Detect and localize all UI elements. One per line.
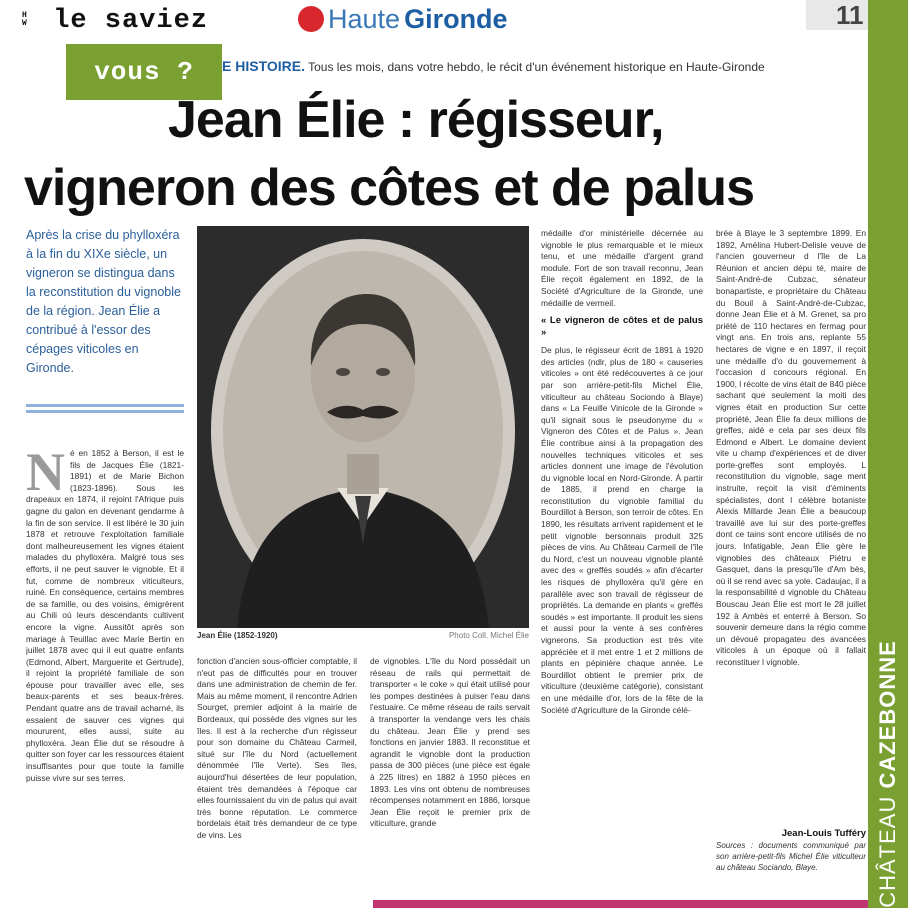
series-label-text: le saviez — [53, 6, 209, 36]
portrait-image — [197, 226, 529, 628]
divider — [26, 404, 184, 407]
column-4-text-b: De plus, le régisseur écrit de 1891 à 1920 des articles (ndlr, plus de 180 « causeries viticoles » ont été redécouvertes à ce jour par son arrière-petit-fils Michel Élie, viticulteur au château Sociondo à Blaye) dans « La Feuille Vinicole de la Gironde » qu'il signait sous le pseudonyme du « Vigneron des Côtes et de Palus ». Jean Élie contribue ainsi à la propagation des nouvelles techniques viticoles et ses articles donnent une image de l'évolution du vignoble local en Nord-Gironde. À partir de 1885, il prend en charge la reconstitution du vignoble familial du Bourdillot à Berson, son terroir de côtes. En 1890, les résultats arrivent rapidement et le petit vignoble bersonnais produit 325 pièces de vins. Au Château Carmeil de l'île du Nord, c'est un nouveau vignoble planté avec des « greffés soudés » afin d'écarter les risques de phylloxéra qu'il gère en parallèle avec son travail de régisseur de propriétés. La demande en plants « greffés soudés » est importante. Il produit les siens et aussi pour la vente à ses confrères vignerons. Sa production est très vite appréciée et il met entre 1 et 2 millions de plants en pépinière chaque année. Le Bourdillot obtient le premier prix de viticulture (deuxième catégorie), consistant en une médaille d'or, lors de la fête de la Société d'Agriculture de la Gironde célé- — [541, 345, 703, 715]
column-2-text: fonction d'ancien sous-officier comptable, il n'eut pas de difficultés pour en trouver dans une administration de chemin de fer. Mais au même moment, il rencontre Adrien Sourget, premier adjoint à la mairie de Bordeaux, qui possède des vignes sur les îles. Il est à la recherche d'un régisseur pour son domaine du Château Carmeil, situé sur l'île du Nord (actuellement dénommée l'île Verte). Ses îles, aujourd'hui désertées de leur population, étaient très demandées à l'époque car elles fournissaient du vin de palus qui avait très bonne réputation. Le commerce bordelais était très demandeur de ce type de vins. Les — [197, 656, 357, 840]
column-3-text: de vignobles. L'île du Nord possédait un réseau de rails qui permettait de transporter « le coke » qui était utilisé pour les pompes destinées à puiser l'eau dans l'estuaire. Ce même réseau de rails servait à transporter la vendange vers les chais du château. Jean Élie y prend ses fonctions en janvier 1883. Il reconstitue et agrandit le vignoble dont la production passa de 300 pièces (une pièce est égale à 225 litres) en 1882 à 1950 pièces en 1893. Les vins ont obtenu de nombreuses récompenses notamment en 1886, lorsque Jean Élie reçoit le premier prix de viticulture, grande — [370, 656, 530, 829]
page-number: 11 — [806, 0, 868, 30]
series-label — [22, 6, 208, 36]
article-column-5 — [716, 228, 866, 904]
subheading: « Le vigneron de côtes et de palus » — [541, 315, 703, 339]
newspaper-logo — [298, 2, 508, 36]
column-1-text: é en 1852 à Berson, il est le fils de Jacques Élie (1821-1891) et de Marie Bichon (1823-1896). Sous les drapeaux en 1874, il rejoint l'Afrique puis gagne du galon en devenant gendarme à la fin de son service. Il est libéré le 30 juin 1878 et retrouve l'exploitation familiale dont malheureusement les vignes étaient malades du phylloxéra. Malgré tous ses efforts, il ne peut sauver le vignoble. Et il fut, comme de nombreux viticulteurs, ruiné. En conséquence, certains membres de sa famille, ou des voisins, émigrèrent au Chili où leurs descendants cultivent encore la vigne. Aussitôt après son mariage à Teuillac avec Marie Bertin en juillet 1878 avec qui il eut quatre enfants (Edmond, Albert, Marguerite et Gertrude), il rejoint la propriété familiale de son épouse pour travailler avec elle, ses beaux-parents et ses beaux-frères. Pendant quatre ans de travail acharné, ils essaient de sauver ces vignes qui moururent, elles aussi, suite au phylloxéra. Jean Élie dut se résoudre à quitter son foyer car les ressources étaient insuffisantes pour que toute la famille puisse vivre sur ses terres. — [26, 448, 184, 783]
logo-dot-icon — [298, 6, 324, 32]
series-badge: vous ? — [66, 44, 222, 100]
drop-cap: N — [26, 448, 65, 502]
brand-word-2: CAZEBONNE — [875, 640, 900, 789]
headline-line-1: Jean Élie : régisseur, — [168, 91, 664, 149]
tiny-mark: H W — [22, 10, 28, 28]
column-5-text: brée à Blaye le 3 septembre 1899. En 1892, Amélina Hubert-Delisle veuve de l'ancien gouverneur d l'île de La Réunion et ancien dépu té, maire de Saint-André-de Cubzac, sénateur bonapartiste, e propriétaire du Château du Bouil à Saint-André-de-Cubzac, donne Jean Élie et à M. Grenet, sa pro priété de 110 hectares en fermag pour vingt ans. En trois ans, replante 55 hectares de vigne e en 1897, il reçoit une médaille d'o du gouvernement à l'occasion d concours régional. En 1900, l récolte de vins était de 840 pièce sachant que seulement la moiti des vignes était en production Sur cette propriété, Jean Élie fa deux millions de greffes, aidé e cela par ses deux fils Edmond e Albert. Le domaine devient vite u champ d'expériences et de diver porte-greffes sont employés. L reconstitution du vignoble, sage ment instruite, reçoit la visit d'éminents spécialistes, dont l célèbre botaniste Alexis Millarde Jean Élie a beaucoup travaillé ave lui sur des porte-greffes dont ce tains sont encore utilisés de no jours. Infatigable, Jean Élie gère le vignobles des châteaux Piétru e Gasquet, dans la presqu'île d'Am bès, où il se rend avec sa yole. Cadaujac, il a la responsabilité d vignoble du Château Bouscau Jean Élie est mort le 28 juillet 192 à Ambès et enterré à Berson. So souvenir demeure dans la régio comme un dévoué propagateu des avancées viticoles à un époque où il fallait reconstituer l vignoble. — [716, 228, 866, 667]
logo-word-1: Haute — [328, 3, 401, 34]
article-column-3 — [370, 656, 530, 896]
kicker-text: Tous les mois, dans votre hebdo, le récit d'un événement historique en Haute-Gironde — [308, 60, 765, 74]
sources-note: Sources : documents communiqué par son arrière-petit-fils Michel Élie viticulteur au château Sociando, Blaye. — [716, 840, 866, 872]
brand-label — [875, 640, 901, 908]
caption-text: Jean Élie (1852-1920) — [197, 631, 278, 640]
author-name: Jean-Louis Tufféry — [781, 828, 866, 839]
photo-credit: Photo Coll. Michel Élie — [448, 631, 529, 640]
article-column-2 — [197, 656, 357, 902]
headline-line-2: vigneron des côtes et de palus — [24, 159, 754, 217]
section-kicker — [222, 58, 765, 74]
article-column-1 — [26, 448, 184, 903]
portrait-photo — [197, 226, 529, 628]
column-4-text-a: médaille d'or ministérielle décernée au vignoble le plus remarquable et le mieux tenu, et une médaille d'argent grand module. Fort de son travail reconnu, Jean Élie reçoit également en 1892, de la Société d'Agriculture de la Gironde, une médaille de vermeil. — [541, 228, 703, 308]
divider — [26, 410, 184, 413]
footer-bar — [373, 900, 869, 908]
logo-word-2: Gironde — [404, 3, 508, 34]
article-column-4 — [541, 228, 703, 896]
photo-caption — [197, 631, 529, 640]
intro-paragraph: Après la crise du phylloxéra à la fin du XIXe siècle, un vigneron se distingua dans la reconstitution du vignoble de la région. Jean Élie a contribué à l'essor des cépages viticoles en Gironde. — [26, 228, 181, 375]
brand-word-1: CHÂTEAU — [875, 795, 900, 908]
kicker-label: E HISTOIRE. — [222, 58, 305, 74]
